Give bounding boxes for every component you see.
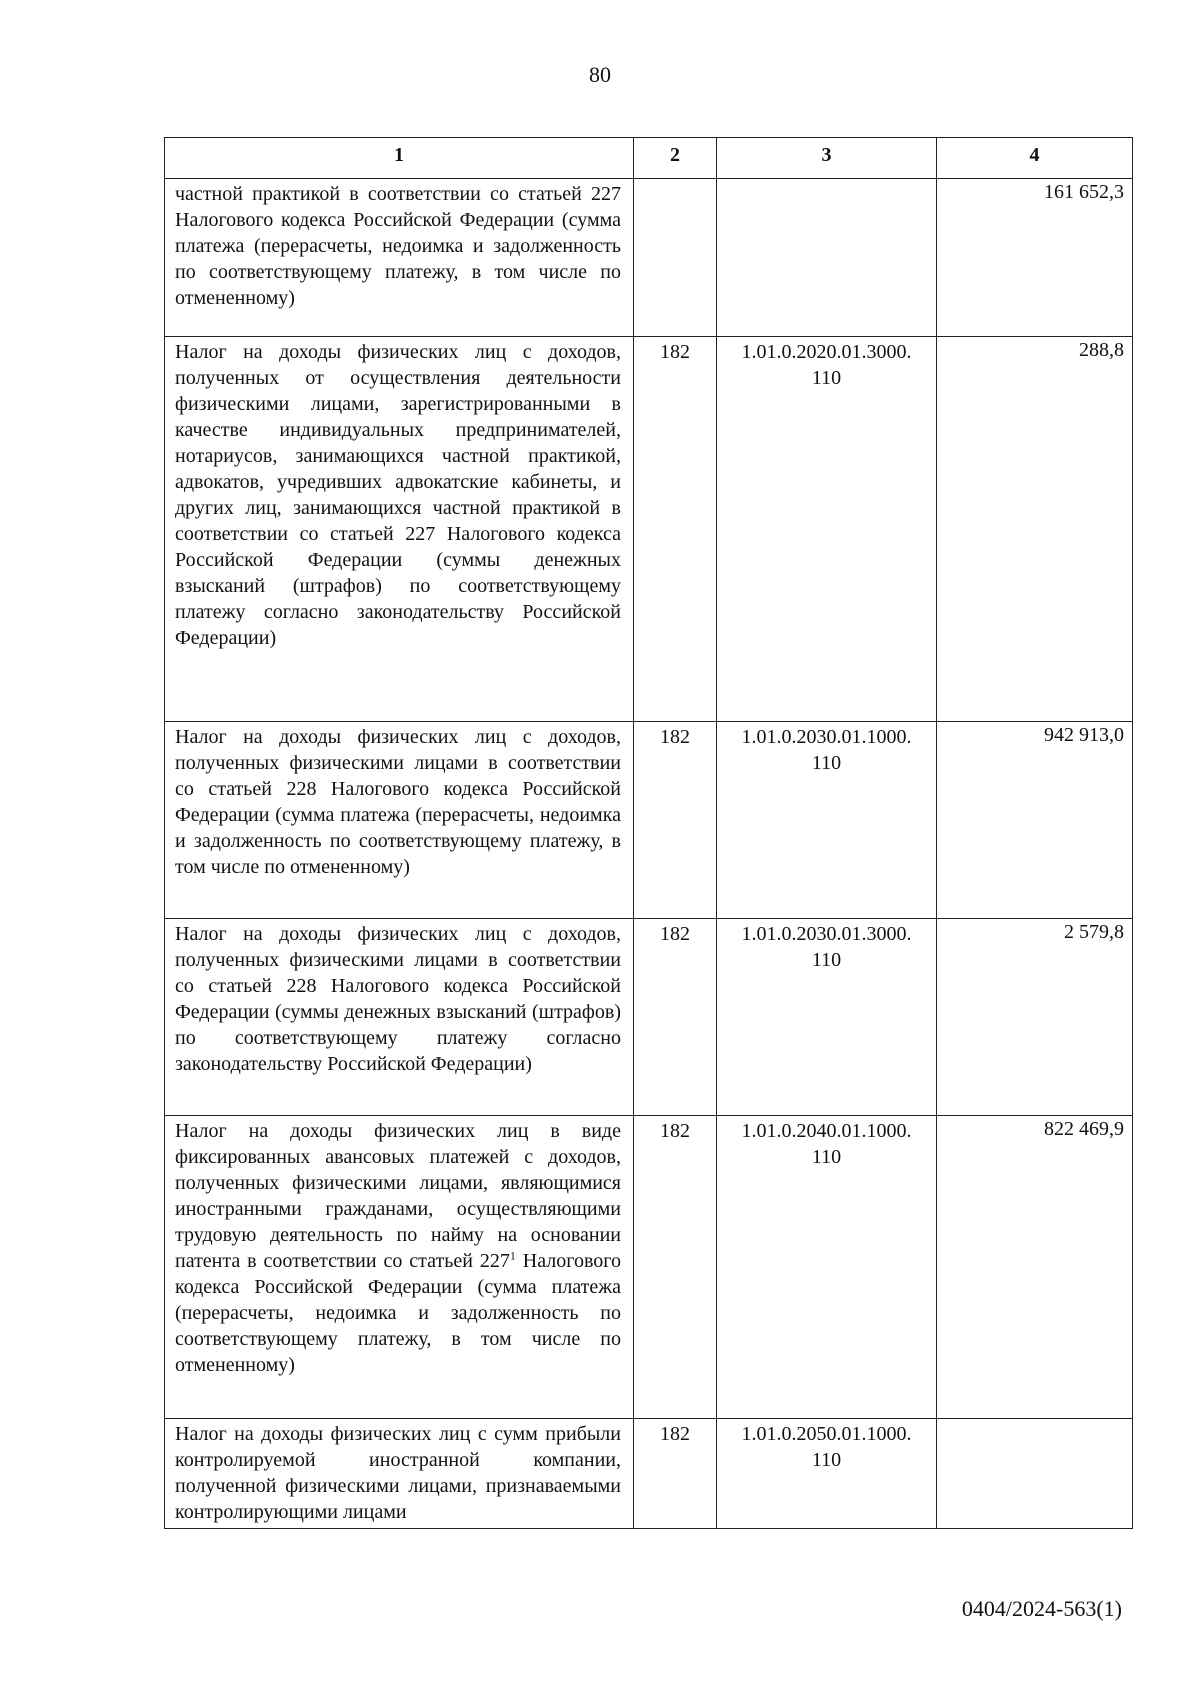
row-description <box>165 1116 634 1419</box>
row-admin-code: 182 <box>634 1419 717 1529</box>
row-description-text-continued: Налогового кодекса Российской Федерации (сумма платежа (перерасчеты, недоимка и задолженность по соответствующему платежу, в том числе по отмененному) <box>175 1250 621 1376</box>
row-budget-code-line1: 1.01.0.2040.01.1000. <box>741 1120 912 1142</box>
row-description: Налог на доходы физических лиц с доходов, полученных физическими лицами в соответствии со статьей 228 Налогового кодекса Российской Федерации (суммы денежных взысканий (штрафов) по соответствующему платежу согласно законодательству Российской Федерации) <box>165 919 634 1116</box>
row-budget-code-line2: 110 <box>811 752 842 774</box>
table-row <box>165 919 1133 1116</box>
column-header-4: 4 <box>937 138 1133 179</box>
row-description: Налог на доходы физических лиц с доходов, полученных физическими лицами в соответствии со статьей 228 Налогового кодекса Российской Федерации (сумма платежа (перерасчеты, недоимка и задолженность по соответствующему платежу, в том числе по отмененному) <box>165 722 634 919</box>
row-description: частной практикой в соответствии со статьей 227 Налогового кодекса Российской Федерации (сумма платежа (перерасчеты, недоимка и задолженность по соответствующему платежу, в том числе по отмененному) <box>165 179 634 337</box>
row-budget-code-line1: 1.01.0.2030.01.1000. <box>741 726 912 748</box>
row-description: Налог на доходы физических лиц с сумм прибыли контролируемой иностранной компании, полученной физическими лицами, признаваемыми контролирующими лицами <box>165 1419 634 1529</box>
row-budget-code-line1: 1.01.0.2030.01.3000. <box>741 923 912 945</box>
row-budget-code <box>717 337 937 722</box>
table-row <box>165 337 1133 722</box>
row-budget-code <box>717 919 937 1116</box>
row-admin-code: 182 <box>634 722 717 919</box>
table-row <box>165 179 1133 337</box>
article-superscript: 1 <box>509 1248 516 1263</box>
row-budget-code-line2: 110 <box>811 1449 842 1471</box>
row-budget-code <box>717 722 937 919</box>
row-budget-code-line2: 110 <box>811 1146 842 1168</box>
document-code: 0404/2024-563(1) <box>961 1596 1122 1621</box>
row-admin-code: 182 <box>634 919 717 1116</box>
row-description: Налог на доходы физических лиц с доходов, полученных от осуществления деятельности физическими лицами, зарегистрированными в качестве индивидуальных предпринимателей, нотариусов, занимающихся частной практикой, адвокатов, учредивших адвокатские кабинеты, и других лиц, занимающихся частной практикой в соответствии со статьей 227 Налогового кодекса Российской Федерации (суммы денежных взысканий (штрафов) по соответствующему платежу согласно законодательству Российской Федерации) <box>165 337 634 722</box>
table-row <box>165 722 1133 919</box>
row-admin-code: 182 <box>634 1116 717 1419</box>
row-budget-code <box>717 179 937 337</box>
row-amount: 288,8 <box>937 337 1133 722</box>
row-budget-code-line2: 110 <box>811 367 842 389</box>
row-amount: 822 469,9 <box>937 1116 1133 1419</box>
row-amount: 2 579,8 <box>937 919 1133 1116</box>
table-header-row <box>165 138 1133 179</box>
column-header-3: 3 <box>717 138 937 179</box>
row-budget-code-line1: 1.01.0.2020.01.3000. <box>741 341 912 363</box>
row-budget-code-line1: 1.01.0.2050.01.1000. <box>741 1423 912 1445</box>
row-admin-code: 182 <box>634 337 717 722</box>
table-row <box>165 1116 1133 1419</box>
column-header-1: 1 <box>165 138 634 179</box>
table-row <box>165 1419 1133 1529</box>
row-admin-code <box>634 179 717 337</box>
row-budget-code <box>717 1116 937 1419</box>
revenue-table <box>164 137 1133 1529</box>
row-amount <box>937 1419 1133 1529</box>
row-budget-code <box>717 1419 937 1529</box>
row-amount: 161 652,3 <box>937 179 1133 337</box>
row-description-text: Налог на доходы физических лиц в виде фиксированных авансовых платежей с доходов, полученных физическими лицами, являющимися иностранными гражданами, осуществляющими трудовую деятельность по найму на основании патента в соответствии со статьей 227 <box>175 1120 621 1272</box>
row-amount: 942 913,0 <box>937 722 1133 919</box>
page-number: 80 <box>589 62 611 87</box>
row-budget-code-line2: 110 <box>811 949 842 971</box>
column-header-2: 2 <box>634 138 717 179</box>
